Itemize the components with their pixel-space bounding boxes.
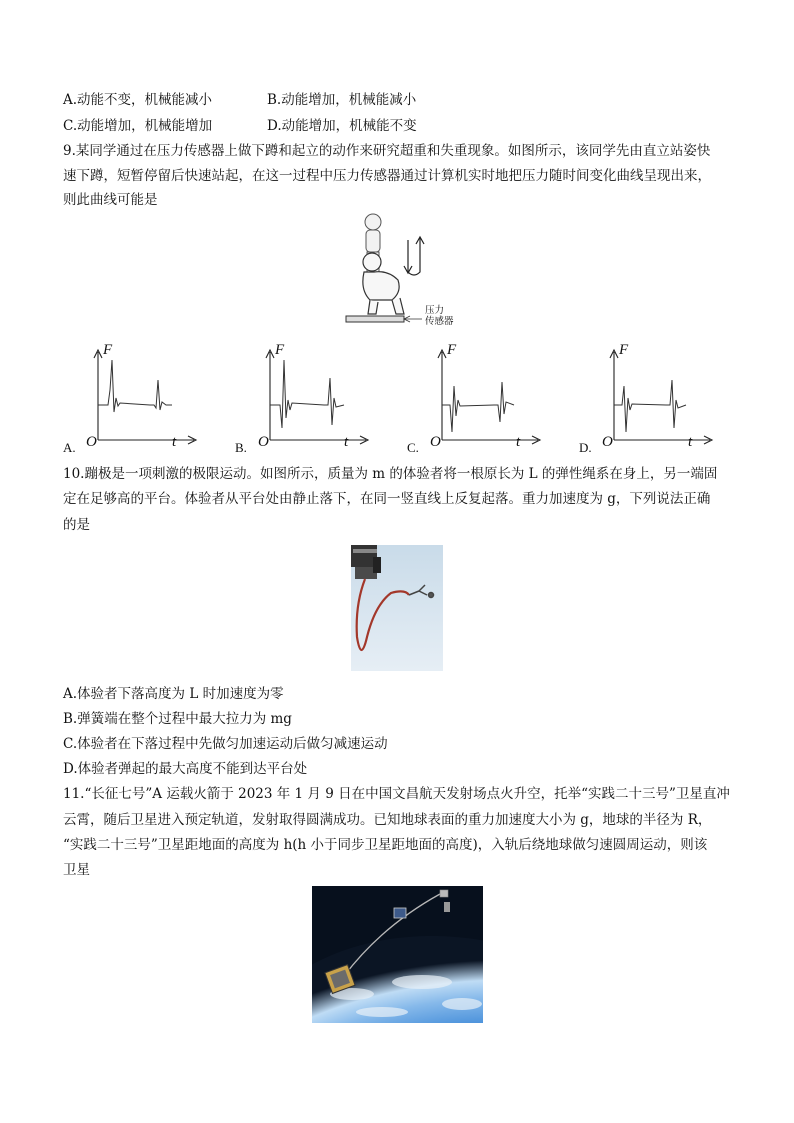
- option-label: A.: [63, 440, 76, 455]
- q10-option-d: D.体验者弹起的最大高度不能到达平台处: [63, 761, 308, 777]
- satellite-photo: [312, 886, 483, 1023]
- q9-line-1: 9.某同学通过在压力传感器上做下蹲和起立的动作来研究超重和失重现象。如图所示，该同学先由直立站姿快: [63, 143, 711, 159]
- f-t-plot: [578, 340, 728, 458]
- q11-line-3: “实践二十三号”卫星距地面的高度为 h(h 小于同步卫星距地面的高度)，入轨后绕地球做匀速圆周运动，则该: [63, 837, 708, 853]
- bungee-photo: [351, 545, 443, 671]
- y-axis-label: F: [275, 342, 285, 358]
- q9-line-2: 速下蹲，短暂停留后快速站起，在这一过程中压力传感器通过计算机实时地把压力随时间变化曲线呈现出来，: [63, 168, 711, 184]
- force-curve: [270, 360, 344, 428]
- x-axis-label: t: [688, 434, 693, 450]
- option-label: D.: [579, 440, 592, 455]
- option-label: C.: [407, 440, 419, 455]
- satellite-middle-illustration: [394, 908, 406, 918]
- q8-option-a: A.动能不变，机械能减小: [63, 92, 213, 108]
- force-curve: [442, 382, 514, 432]
- q10-line-2: 定在足够高的平台。体验者从平台处由静止落下，在同一竖直线上反复起落。重力加速度为 g，下列说法正确: [63, 491, 711, 507]
- pressure-sensor-plate: [346, 316, 404, 322]
- q11-line-4: 卫星: [63, 862, 90, 878]
- graph-option-a: [62, 340, 212, 458]
- q10-line-3: 的是: [63, 517, 90, 533]
- option-label: B.: [235, 440, 247, 455]
- origin-label: O: [602, 434, 613, 450]
- origin-label: O: [258, 434, 269, 450]
- graph-option-c: [406, 340, 556, 458]
- q10-option-b: B.弹簧端在整个过程中最大拉力为 mg: [63, 711, 292, 727]
- down-up-arrows: [404, 237, 424, 275]
- y-axis-label: F: [447, 342, 457, 358]
- q8-option-c: C.动能增加，机械能增加: [63, 118, 213, 134]
- f-t-plot: [406, 340, 556, 458]
- x-axis-label: t: [516, 434, 521, 450]
- sensor-label-line-2: 传感器: [425, 316, 454, 327]
- q10-option-c: C.体验者在下落过程中先做匀加速运动后做匀减速运动: [63, 736, 388, 752]
- graph-option-b: [234, 340, 384, 458]
- q11-line-1: 11.“长征七号”A 运载火箭于 2023 年 1 月 9 日在中国文昌航天发射场点火升空，托举“实践二十三号”卫星直冲: [63, 786, 730, 802]
- axes: [610, 350, 712, 444]
- squatting-person-illustration: [363, 253, 404, 314]
- y-axis-label: F: [619, 342, 629, 358]
- origin-label: O: [430, 434, 441, 450]
- x-axis-label: t: [172, 434, 177, 450]
- q10-option-a: A.体验者下落高度为 L 时加速度为零: [63, 686, 284, 702]
- q11-line-2: 云霄，随后卫星进入预定轨道，发射取得圆满成功。已知地球表面的重力加速度大小为 g，地球的半径为 R，: [63, 812, 712, 828]
- f-t-plot: [62, 340, 212, 458]
- q9-line-3: 则此曲线可能是: [63, 192, 158, 208]
- f-t-plot: [234, 340, 384, 458]
- graph-option-d: [578, 340, 728, 458]
- q8-option-b: B.动能增加，机械能减小: [267, 92, 417, 108]
- platform-illustration: [351, 545, 381, 579]
- sensor-label: [425, 305, 454, 327]
- sensor-label-line-1: 压力: [425, 305, 445, 316]
- force-curve: [614, 380, 686, 432]
- axes: [266, 350, 368, 444]
- y-axis-label: F: [103, 342, 113, 358]
- force-curve: [98, 360, 172, 412]
- q10-line-1: 10.蹦极是一项刺激的极限运动。如图所示，质量为 m 的体验者将一根原长为 L 的弹性绳系在身上，另一端固: [63, 466, 718, 482]
- x-axis-label: t: [344, 434, 349, 450]
- q8-option-d: D.动能增加，机械能不变: [267, 118, 417, 134]
- origin-label: O: [86, 434, 97, 450]
